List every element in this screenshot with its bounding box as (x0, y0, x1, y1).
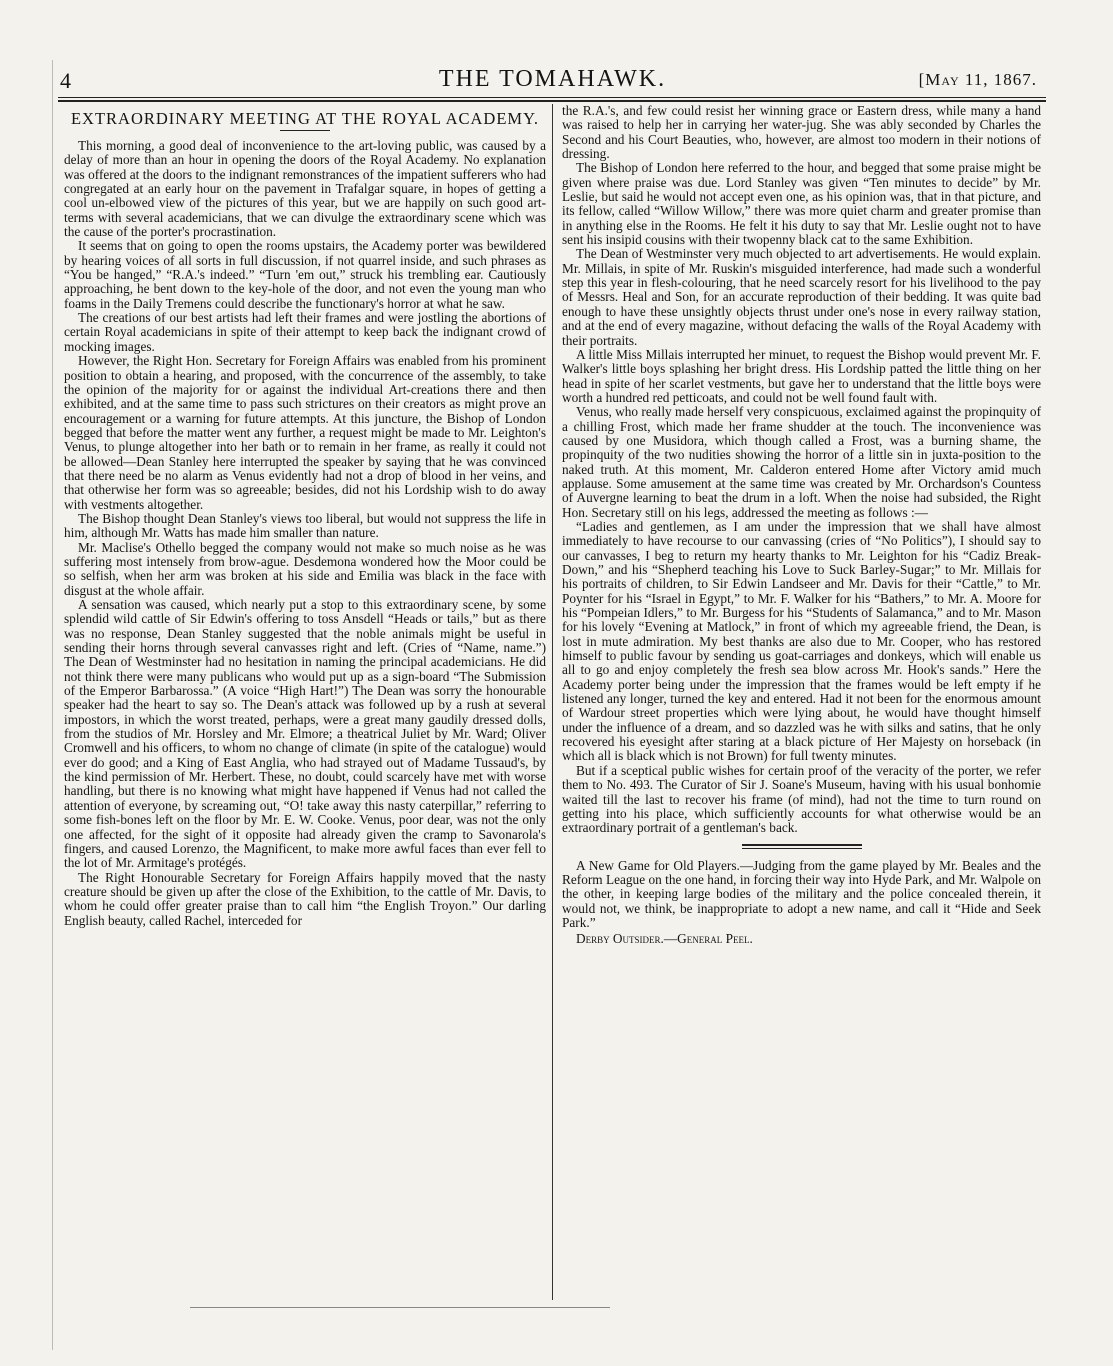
article-paragraph: The Right Honourable Secretary for Foreign Affairs happily moved that the nasty creature should be given up after the close of the Exhibition, to the cattle of Mr. Davis, to whom he could offer greater praise than to call him “the English Troyon.” Our darling English beauty, called Rachel, interceded for (64, 869, 546, 928)
page-edge (52, 60, 53, 1350)
short-item: A New Game for Old Players.—Judging from the game played by Mr. Beales and the Reform League on the one hand, in forcing their way into Hyde Park, and Mr. Walpole on the other, in keeping large bodies of the military and the police concealed therein, it would not, we think, be inappropriate to adopt a new name, and call it “Hide and Seek Park.” (562, 857, 1041, 930)
right-column (562, 104, 1041, 947)
header-rule (58, 97, 1046, 98)
article-paragraph: Mr. Maclise's Othello begged the company would not make so much noise as he was suffering most intensely from brow-ague. Desdemona wondered how the Moor could be so selfish, when her arm was broken at his side and Emilia was black in the face with disgust at the whole affair. (64, 539, 546, 598)
article-paragraph: A little Miss Millais interrupted her minuet, to request the Bishop would prevent Mr. F. Walker's little boys splashing her bright dress. His Lordship patted the little thing on her head in spite of her scarlet vestments, but gave her to understand that the little boys were worth a hundred red petticoats, and could not be well found fault with. (562, 346, 1041, 405)
article-paragraph: The Bishop thought Dean Stanley's views too liberal, but would not suppress the life in him, although Mr. Watts has made him smaller than nature. (64, 510, 546, 541)
issue-date: [May 11, 1867. (918, 70, 1037, 89)
article-paragraph: Venus, who really made herself very conspicuous, exclaimed against the propinquity of a chilling Frost, which made her frame shudder at the touch. The inconvenience was caused by one Musidora, which though called a Frost, was a burning shame, the propinquity of the two nudities showing the horror of a little sin in juxta-position to the naked truth. At this moment, Mr. Calderon entered Home after Victory amid much applause. Some amusement at the same time was created by Mr. Orchardson's Countess of Auvergne learning to beat the drum in a loft. When the noise had subsided, the Right Hon. Secretary still on his legs, addressed the meeting as follows :— (562, 404, 1041, 520)
column-divider (552, 104, 553, 1300)
bottom-edge-line (190, 1307, 610, 1308)
masthead-title: THE TOMAHAWK. (438, 66, 667, 92)
page-header (60, 66, 1045, 96)
article-paragraph: the R.A.'s, and few could resist her winning grace or Eastern dress, while many a hand was raised to help her in carrying her water-jug. She was ably seconded by Charles the Second and his Court Beauties, who, however, are almost too modern in their notions of dressing. (562, 103, 1041, 162)
article-paragraph: The creations of our best artists had left their frames and were jostling the abortions of certain Royal academicians in spite of their attempt to keep back the indignant crowd of mocking images. (64, 310, 546, 354)
postscript-item: Derby Outsider.—General Peel. (576, 931, 753, 947)
header-rule-thick (58, 100, 1046, 102)
article-paragraph: This morning, a good deal of inconvenience to the art-loving public, was caused by a delay of more than an hour in opening the doors of the Royal Academy. No explanation was offered at the doors to the indignant remonstrances of the impatient sufferers who had congregated at an early hour on the pavement in Trafalgar square, in hopes of getting a cool un-elbowed view of the pictures of this year, but we are happily on such good art-terms with several academicians, that we can divulge the extraordinary scene which was the cause of the porter's procrastination. (64, 138, 546, 240)
article-paragraph: “Ladies and gentlemen, as I am under the impression that we shall have almost immediately to have recourse to our canvassing (cries of “No Politics”), I should say to our canvasses, I beg to return my hearty thanks to Mr. Leighton for his “Cadiz Break-Down,” and his “Shepherd teaching his Love to Suck Barley-Sugar;” to Mr. Millais for his portraits of children, to Sir Edwin Landseer and Mr. Davis for their “Cattle,” to Mr. Poynter for his “Israel in Egypt,” to Mr. F. Walker for his “Bathers,” to Mr. A. Moore for his “Pompeian Idlers,” to Mr. Burgess for his “Students of Salamanca,” and to Mr. Mason for his lovely “Evening at Matlock,” in front of which my agreeable friend, the Dean, is lost in mute admiration. My best thanks are also due to Mr. Cooper, who has restored himself to public favour by sending us goat-carriages and donkeys, which will enable us all to go and enjoy completely the fresh sea blow across Mr. Hook's sands.” Here the Academy porter being under the impression that the frames would be left empty if he listened any longer, turned the key and entered. Had it not been for the enormous amount of Wardour street properties which were lying about, he would have thought himself under the influence of a dream, and so dazzled was he with silks and satins, that he only recovered his eyesight after staring at a black picture of Her Majesty on horseback (in which all is black which is not Brown) for full twenty minutes. (562, 518, 1041, 764)
article-paragraph: The Bishop of London here referred to the hour, and begged that some praise might be given where praise was due. Lord Stanley was given “Ten minutes to decide” by Mr. Leslie, but said he would not accept even one, as his opinion was, that in that picture, and its fellow, called “Willow Willow,” there was more quiet charm and greater promise than in anything else in the Rooms. He felt it his duty to say that Mr. Leslie ought not to have sent his insipid cousins with their twopenny black cat to the same Exhibition. (562, 160, 1041, 248)
title-rule (280, 130, 330, 131)
article-paragraph: It seems that on going to open the rooms upstairs, the Academy porter was bewildered by hearing voices of all sorts in full discussion, if not quarrel inside, and such phrases as “You be hanged,” “R.A.'s indeed.” “Turn 'em out,” struck his trembling ear. Cautiously approaching, he bent down to the key-hole of the door, and not even the young man who foams in the Daily Tremens could describe the functionary's horror at what he saw. (64, 238, 546, 311)
article-paragraph: The Dean of Westminster very much objected to art advertisements. He would explain. Mr. Millais, in spite of Mr. Ruskin's misguided interference, had made such a wonderful step this year in flesh-colouring, that he need scarcely resort for his livelihood to the pay of Messrs. Heal and Son, for an accurate reproduction of their bedding. It was quite bad enough to have these unsightly objects thrust under one's nose in every railway station, and at the end of every magazine, without defacing the walls of the Royal Academy with their portraits. (562, 246, 1041, 348)
left-column (64, 106, 546, 928)
article-title: EXTRAORDINARY MEETING AT THE ROYAL ACADEMY. (70, 109, 540, 128)
article-paragraph: A sensation was caused, which nearly put a stop to this extraordinary scene, by some splendid wild cattle of Sir Edwin's offering to toss Ansdell “Heads or tails,” but as there was no response, Dean Stanley suggested that the noble animals might be useful in sending their horns through several canvasses right and left. (Cries of “Name, name.”) The Dean of Westminster had no hesitation in naming the principal academicians. He did not think there were many publicans who would put up as a sign-board “The Submission of the Emperor Barbarossa.” (A voice “High Hart!”) The Dean was sorry the honourable speaker had the heart to say so. The Dean's attack was followed up by a rush at several impostors, in which the worst treated, perhaps, were a great many gaudily dressed dolls, from the studios of Mr. Horsley and Mr. Elmore; a theatrical Juliet by Mr. Ward; Oliver Cromwell and his officers, to whom no change of climate (in spite of the catalogue) would ever do good; and a King of East Anglia, who had strayed out of Madame Tussaud's, by the kind permission of Mr. Herbert. These, no doubt, could scarcely have met with worse handling, but there is no knowing what might have happened if Venus had not called the attention of everyone, by screaming out, “O! take away this nasty caterpillar,” referring to some fish-bones left on the floor by Mr. E. W. Cooke. Venus, poor dear, was not the only one affected, for the sight of it opposite had already given the cramp to Savonarola's fingers, and caused Lorenzo, the Magnificent, to make more awful faces than ever fell to the lot of Mr. Armitage's protégés. (64, 597, 547, 871)
page-number: 4 (60, 68, 72, 93)
article-paragraph: However, the Right Hon. Secretary for Foreign Affairs was enabled from his prominent position to obtain a hearing, and proposed, with the concurrence of the assembly, to take the opinion of the majority for or against the individual Art-creations there and then exhibited, and at the same time to pass such strictures on their creators as might prove an encouragement or a warning for future attempts. At this juncture, the Bishop of London begged that before the matter went any further, a request might be made to Mr. Leighton's Venus, to plunge altogether into her bath or to remain in her frame, as really it could not be allowed—Dean Stanley here interrupted the speaker by saying that he was convinced that there need be no alarm as Venus evidently had not a drop of blood in her veins, and that otherwise her form was so agreeable; besides, did not his Lordship wish to do away with vestments altogether. (64, 353, 546, 512)
section-rule (742, 844, 862, 849)
article-paragraph: But if a sceptical public wishes for certain proof of the veracity of the porter, we refer them to No. 493. The Curator of Sir J. Soane's Museum, having with his usual bonhomie waited till the last to recover his frame (of mind), had not the time to turn round on getting into his place, which sufficiently accounts for what otherwise would be an extraordinary portrait of a gentleman's back. (562, 762, 1041, 836)
